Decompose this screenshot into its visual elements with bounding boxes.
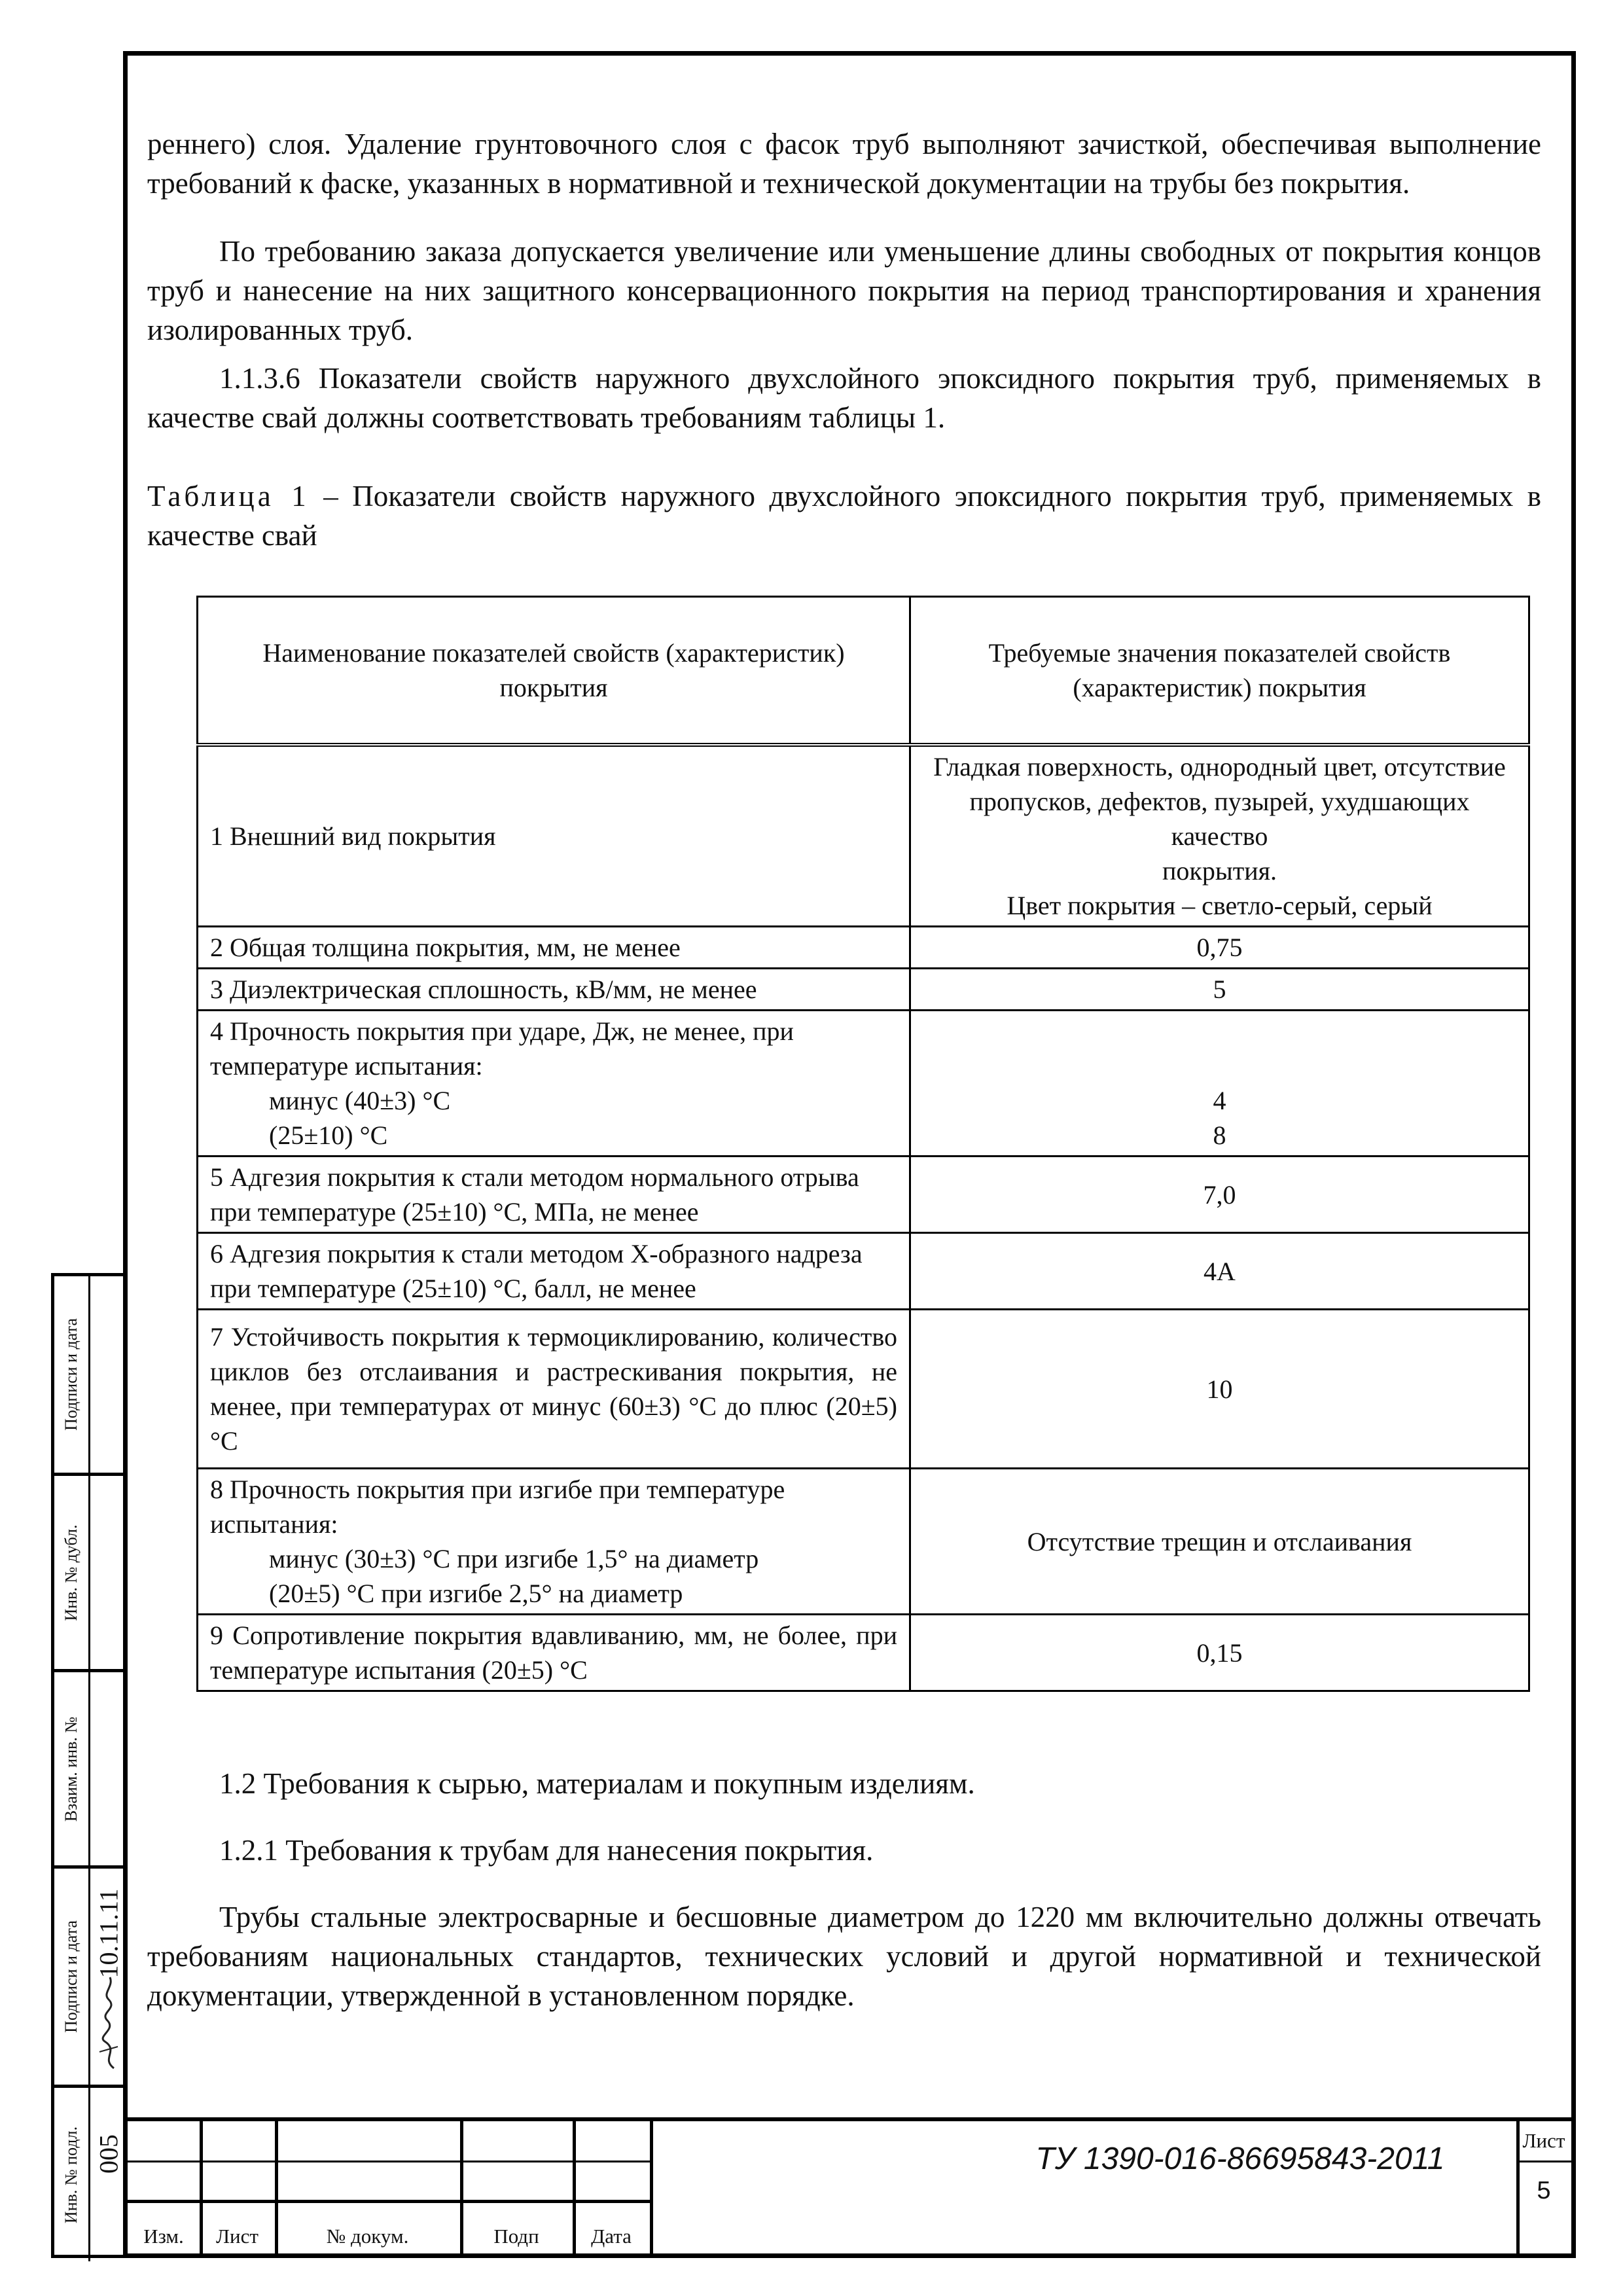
row-name (198, 1469, 910, 1615)
row-sub-condition: минус (30±3) °С при изгибе 1,5° на диаметр (269, 1544, 759, 1573)
side-inv-number: 005 (94, 2134, 123, 2174)
section-1-2-1-heading: 1.2.1 Требования к трубам для нанесения покрытия. (219, 1834, 874, 1867)
row-value: 5 (910, 969, 1529, 1011)
table-caption-text: – Показатели свойств наружного двухслойного эпоксидного покрытия труб, применяемых в качестве свай (147, 480, 1541, 552)
row-value: 7,0 (910, 1157, 1529, 1233)
table-row (198, 969, 1529, 1011)
side-label-original-inv: Инв. № подл. (62, 2126, 80, 2223)
row-value-line: Гладкая поверхность, однородный цвет, отсутствие пропусков, дефектов, пузырей, ухудшающих качество (933, 752, 1506, 851)
signature-image (94, 1973, 123, 2072)
col-label-doc-number: № докум. (326, 2225, 409, 2248)
paragraph-pipes: Трубы стальные электросварные и бесшовные диаметром до 1220 мм включительно должны отвечать требованиям национальных стандартов, технических условий и другой нормативной и технической документации, утвержденной в установленном порядке. (147, 1901, 1541, 2012)
table-row (198, 927, 1529, 969)
table-row (198, 1233, 1529, 1310)
table-row (198, 1011, 1529, 1157)
header-property-name: Наименование показателей свойств (характеристик) покрытия (198, 597, 910, 745)
title-block (128, 2117, 1571, 2253)
side-label-duplicate-inv: Инв. № дубл. (62, 1524, 80, 1621)
row-name: 9 Сопротивление покрытия вдавливанию, мм, не более, при температуре испытания (20±5) °С (198, 1615, 910, 1691)
paragraph-1-1-3-6: 1.1.3.6 Показатели свойств наружного двухслойного эпоксидного покрытия труб, применяемых в качестве свай должны соответствовать требованиям таблицы 1. (147, 362, 1541, 434)
side-sign-date: 10.11.11 (94, 1888, 123, 1979)
row-value-line: покрытия. (1162, 856, 1277, 886)
table-row (198, 1469, 1529, 1615)
table-caption-label: Таблица 1 (147, 480, 310, 512)
after-table-text (147, 1764, 1541, 2015)
section-1-2-heading: 1.2 Требования к сырью, материалам и покупным изделиям. (219, 1767, 975, 1800)
table-header-row (198, 597, 1529, 745)
row-sub-condition: (25±10) °С (269, 1121, 388, 1150)
col-label-sheet: Лист (216, 2225, 259, 2248)
row-name: 6 Адгезия покрытия к стали методом Х-образного надреза при температуре (25±10) °С, балл, не менее (198, 1233, 910, 1310)
table-row (198, 1310, 1529, 1469)
side-stamp (51, 1273, 123, 2258)
row-value: 4А (910, 1233, 1529, 1310)
col-label-signature: Подп (493, 2225, 539, 2248)
row-value: 10 (910, 1310, 1529, 1469)
table-caption (147, 476, 1541, 555)
row-value (910, 745, 1529, 927)
row-name: 3 Диэлектрическая сплошность, кВ/мм, не менее (198, 969, 910, 1011)
table-row (198, 1615, 1529, 1691)
side-label-signature-date: Подписи и дата (62, 1318, 80, 1431)
intro-text (147, 124, 1541, 555)
row-name: 5 Адгезия покрытия к стали методом нормального отрыва при температуре (25±10) °С, МПа, не менее (198, 1157, 910, 1233)
document-code: ТУ 1390-016-86695843-2011 (1035, 2142, 1445, 2176)
row-value: 0,75 (910, 927, 1529, 969)
paragraph-continuation: реннего) слоя. Удаление грунтовочного слоя с фасок труб выполняют зачисткой, обеспечивая выполнение требований к фаске, указанных в нормативной и технической документации на трубы без покрытия. (147, 128, 1541, 200)
header-required-value: Требуемые значения показателей свойств (характеристик) покрытия (910, 597, 1529, 745)
row-value-line: 4 (1213, 1086, 1226, 1115)
row-value-line: 8 (1213, 1121, 1226, 1150)
row-name: 2 Общая толщина покрытия, мм, не менее (198, 927, 910, 969)
col-label-date: Дата (591, 2225, 632, 2248)
side-label-signature-date-2: Подписи и дата (62, 1920, 80, 2033)
sheet-label: Лист (1522, 2129, 1565, 2152)
row-sub-condition: (20±5) °С при изгибе 2,5° на диаметр (269, 1579, 683, 1608)
row-sub-condition: минус (40±3) °С (269, 1086, 451, 1115)
row-value: Отсутствие трещин и отслаивания (910, 1469, 1529, 1615)
row-name (198, 1011, 910, 1157)
table-row (198, 1157, 1529, 1233)
properties-table (196, 596, 1530, 1692)
col-label-change: Изм. (143, 2225, 184, 2248)
row-value-line: Цвет покрытия – светло-серый, серый (1007, 891, 1433, 920)
table-row (198, 745, 1529, 927)
row-name: 7 Устойчивость покрытия к термоциклированию, количество циклов без отслаивания и растрескивания покрытия, не менее, при температурах от минус (60±3) °С до плюс (20±5) °С (198, 1310, 910, 1469)
paragraph-order-request: По требованию заказа допускается увеличение или уменьшение длины свободных от покрытия концов труб и нанесение на них защитного консервационного покрытия на период транспортирования и хранения изолированных труб. (147, 235, 1541, 346)
row-name: 1 Внешний вид покрытия (198, 745, 910, 927)
row-value (910, 1011, 1529, 1157)
row-name-text: 8 Прочность покрытия при изгибе при температуре испытания: (210, 1475, 785, 1539)
row-name-text: 4 Прочность покрытия при ударе, Дж, не менее, при температуре испытания: (210, 1016, 794, 1081)
sheet-number: 5 (1537, 2177, 1551, 2204)
side-label-mutual-inv: Взаим. инв. № (62, 1716, 80, 1821)
row-value: 0,15 (910, 1615, 1529, 1691)
